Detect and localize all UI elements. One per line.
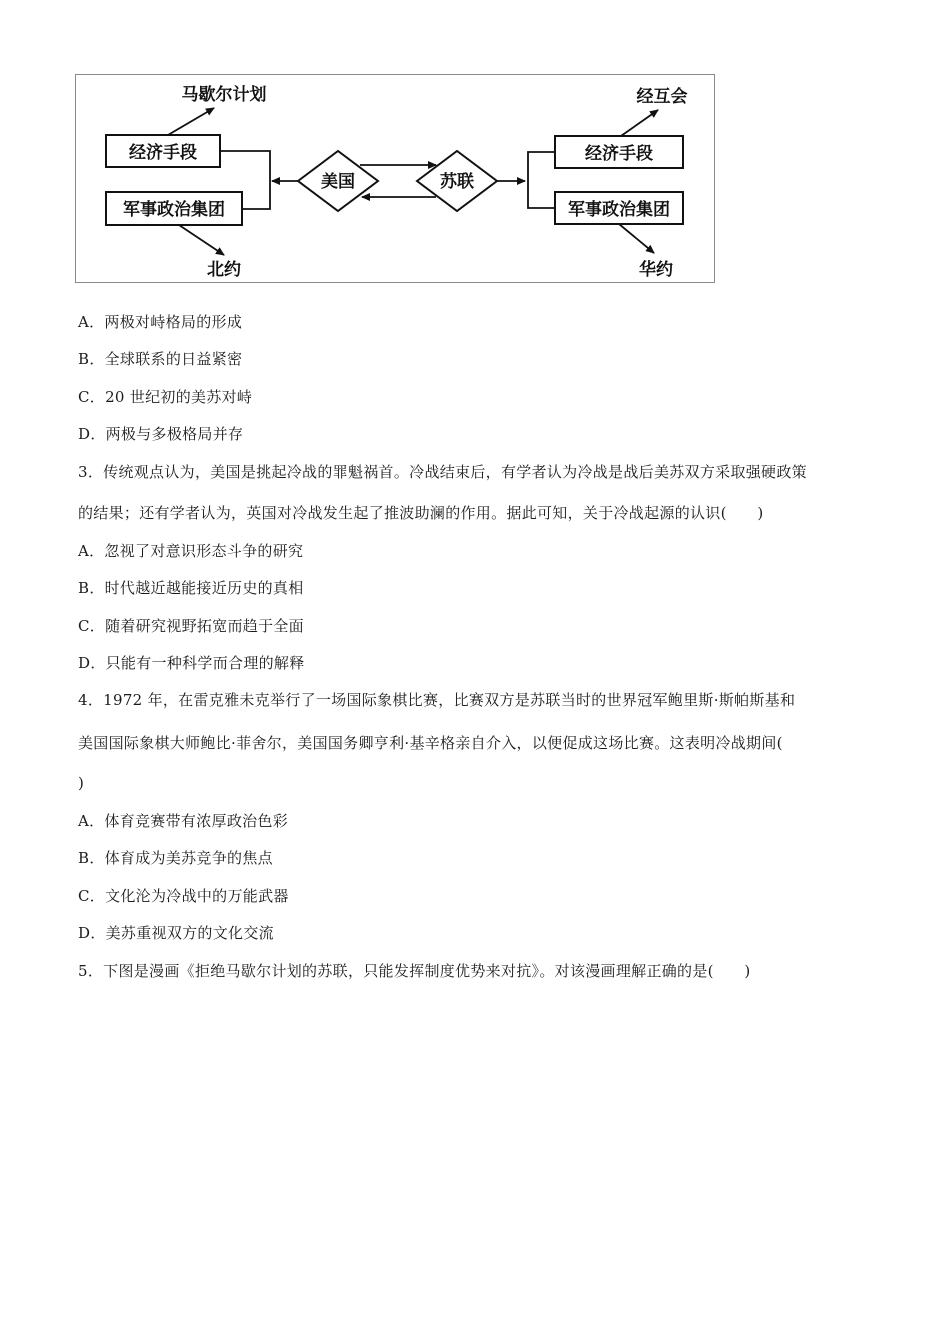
q2-option-d: D．两极与多极格局并存 — [78, 425, 244, 443]
comecon-label: 经互会 — [636, 87, 688, 107]
right-military-label: 军事政治集团 — [568, 200, 670, 220]
q4-stem-line2: 美国国际象棋大师鲍比·菲舍尔，美国国务卿亨利·基辛格亲自介入，以便促成这场比赛。这表明冷战期间( — [78, 734, 783, 752]
right-bracket — [528, 152, 555, 208]
q4-stem-line3: ) — [78, 774, 85, 792]
q3-option-a: A．忽视了对意识形态斗争的研究 — [78, 542, 304, 560]
q2-option-a: A．两极对峙格局的形成 — [78, 313, 243, 331]
q3-stem-line2: 的结果；还有学者认为，英国对冷战发生起了推波助澜的作用。据此可知，关于冷战起源的认识( ) — [78, 504, 764, 522]
q2-option-b: B．全球联系的日益紧密 — [78, 350, 243, 368]
q3-option-c: C．随着研究视野拓宽而趋于全面 — [78, 617, 304, 635]
right-economic-label: 经济手段 — [585, 144, 653, 164]
q4-stem-line1: 4．1972 年，在雷克雅未克举行了一场国际象棋比赛，比赛双方是苏联当时的世界冠军鲍里斯·斯帕斯基和 — [78, 691, 796, 709]
diagram-svg — [76, 75, 716, 284]
marshall-plan-label: 马歇尔计划 — [181, 85, 267, 105]
q4-option-d: D．美苏重视双方的文化交流 — [78, 924, 274, 942]
to-warsaw-arrow — [619, 224, 654, 253]
q3-option-d: D．只能有一种科学而合理的解释 — [78, 654, 305, 672]
left-economic-label: 经济手段 — [129, 143, 197, 163]
q2-option-c: C．20 世纪初的美苏对峙 — [78, 388, 253, 406]
left-military-label: 军事政治集团 — [123, 200, 225, 220]
to-marshall-arrow — [168, 108, 214, 135]
to-nato-arrow — [179, 225, 224, 255]
q3-stem-line1: 3．传统观点认为，美国是挑起冷战的罪魁祸首。冷战结束后，有学者认为冷战是战后美苏双方采取强硬政策 — [78, 463, 807, 481]
ussr-label: 苏联 — [440, 172, 474, 192]
q4-option-a: A．体育竞赛带有浓厚政治色彩 — [78, 812, 289, 830]
to-comecon-arrow — [621, 110, 658, 136]
q4-option-c: C．文化沦为冷战中的万能武器 — [78, 887, 289, 905]
warsaw-pact-label: 华约 — [639, 260, 673, 280]
cold-war-diagram — [75, 74, 715, 283]
q4-option-b: B．体育成为美苏竞争的焦点 — [78, 849, 273, 867]
usa-label: 美国 — [321, 172, 355, 192]
q3-option-b: B．时代越近越能接近历史的真相 — [78, 579, 304, 597]
q5-stem-line1: 5．下图是漫画《拒绝马歇尔计划的苏联，只能发挥制度优势来对抗》。对该漫画理解正确的是( ) — [78, 962, 751, 980]
nato-label: 北约 — [207, 260, 241, 280]
